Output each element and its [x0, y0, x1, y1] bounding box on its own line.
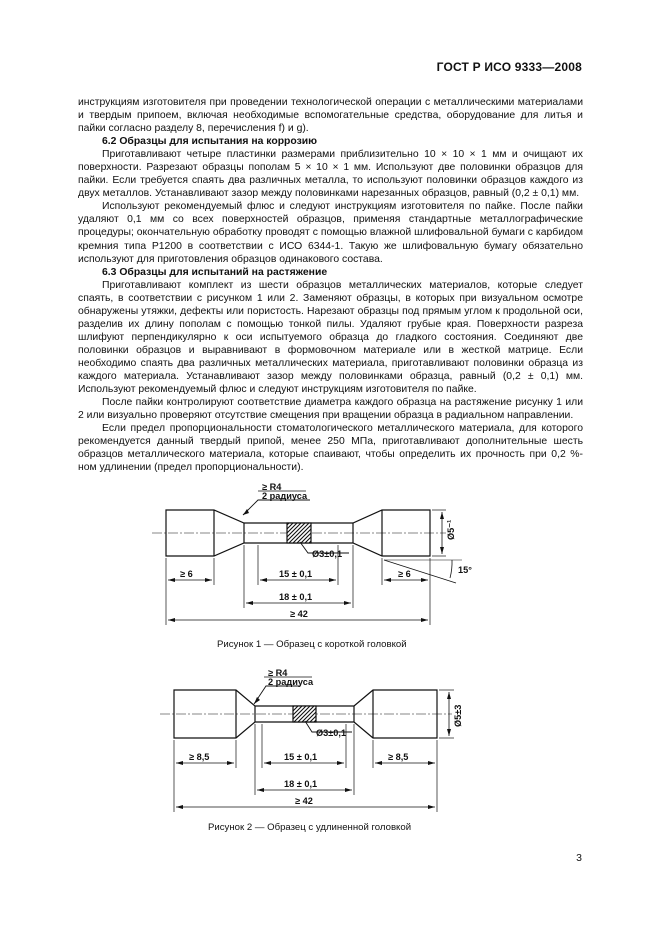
- parallel-length-dim: 18 ± 0,1: [279, 592, 313, 602]
- neck-diameter-label: Ø3±0,1: [312, 549, 343, 559]
- body-text: [78, 96, 583, 474]
- paragraph: инструкциям изготовителя при проведении технологической операции с металлическими материалами и твердым припоем, включая необходимые вспомогательные средства, оборудование для литья и пайки согласно разделу 8, перечисления f) и g).: [78, 97, 583, 135]
- figure-1-drawing: [0, 470, 661, 640]
- parallel-length-dim: 18 ± 0,1: [284, 779, 318, 789]
- gauge-length-dim: 15 ± 0,1: [279, 569, 313, 579]
- overall-length-dim: ≥ 42: [295, 796, 313, 806]
- radius-label: ≥ R4: [268, 668, 288, 678]
- section-heading-6-3: 6.3 Образцы для испытаний на растяжение: [102, 266, 328, 278]
- figure-2-drawing: [0, 660, 661, 825]
- figure-2-caption: Рисунок 2 — Образец с удлиненной головкой: [208, 822, 412, 833]
- paragraph: Если предел пропорциональности стоматологического металлического материала, для которого рекомендуется данный твердый припой, менее 250 МПа, приготавливают дополнительные шесть образцов металлического материала, которые спаивают, чтобы определить их прочность при 0,2 %-ном удлинении (предел пропорциональности).: [78, 423, 583, 474]
- paragraph: После пайки контролируют соответствие диаметра каждого образца на растяжение рисунку 1 или 2 или визуально проверяют отсутствие смещения при вращении образца в радиальном направлении.: [78, 397, 583, 422]
- gauge-length-dim: 15 ± 0,1: [284, 752, 318, 762]
- section-heading-6-2: 6.2 Образцы для испытания на коррозию: [102, 136, 318, 148]
- radius-note: 2 радиуса: [262, 491, 308, 501]
- paragraph: Приготавливают четыре пластинки размерами приблизительно 10 × 10 × 1 мм и очищают их поверхности. Разрезают образцы пополам 5 × 10 × 1 мм. Используют две половинки образцов для пайки. Если требуется спаять два различных металла, то используют половинки образцов каждого из двух металлов. Устанавливают зазор между половинками нарезанных образцов, равный (0,2 ± 0,1) мм.: [78, 149, 583, 200]
- joint-hatch: [293, 706, 316, 722]
- joint-hatch: [287, 523, 311, 543]
- page-number: 3: [576, 852, 582, 864]
- radius-label: ≥ R4: [262, 482, 282, 492]
- paragraph: Используют рекомендуемый флюс и следуют инструкциям изготовителя по пайке. После пайки удаляют 0,1 мм со всех поверхностей образцов, применяя стандартные металлографические процедуры; окончательную обработку проводят с помощью влажной шлифовальной бумаги с карбидом кремния типа Р1200 в соответствии с ИСО 6344-1. Такую же шлифовальную бумагу обязательно используют для приготовления образцов одинакового состава.: [78, 201, 583, 265]
- radius-note: 2 радиуса: [268, 677, 314, 687]
- paragraph: Приготавливают комплект из шести образцов металлических материалов, которые следует спаять, в соответствии с рисунком 1 или 2. Заменяют образцы, в которых при визуальном осмотре обнаружены утяжки, дефекты или пористость. Нарезают образцы под прямым углом к продольной оси, разделив их длину пополам с помощью тонкой пилы. Удаляют грубые края. Поверхности разреза шлифуют перпендикулярно к оси испытуемого образца до гладкого состояния. Соединяют две половинки образцов и выравнивают в формовочном материале или в жесткой матрице. Если необходимо спаять два различных металлических материала, приготавливают половинки образца из каждого материала. Устанавливают зазор между половинками образца, равный (0,2 ± 0,1) мм. Используют рекомендуемый флюс и следуют инструкциям изготовителя по пайке.: [78, 279, 583, 396]
- head-left-dim: ≥ 6: [180, 569, 193, 579]
- figure-1-caption: Рисунок 1 — Образец с короткой головкой: [217, 639, 407, 650]
- angle-label: 15°: [458, 565, 472, 575]
- head-right-dim: ≥ 8,5: [388, 752, 409, 762]
- head-left-dim: ≥ 8,5: [189, 752, 210, 762]
- neck-diameter-label: Ø3±0,1: [316, 728, 347, 738]
- head-right-dim: ≥ 6: [398, 569, 411, 579]
- overall-length-dim: ≥ 42: [290, 609, 308, 619]
- head-diameter-label: Ø5±3: [453, 704, 463, 727]
- head-diameter-label: Ø5⁻¹: [446, 519, 456, 540]
- standard-header: ГОСТ Р ИСО 9333—2008: [436, 60, 582, 74]
